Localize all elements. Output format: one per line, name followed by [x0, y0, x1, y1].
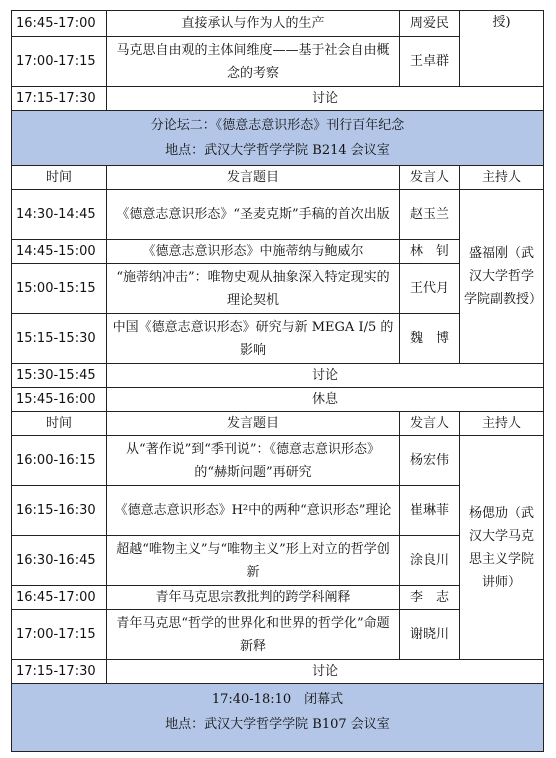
- header-time: 时间: [12, 412, 107, 436]
- host-cell: 盛福刚（武汉大学哲学学院副教授）: [460, 190, 544, 364]
- topic-cell: 直接承认与作为人的生产: [107, 11, 400, 37]
- table-row: [12, 436, 544, 486]
- time-cell: 17:15-17:30: [12, 660, 107, 684]
- host-cell: 授): [460, 11, 544, 87]
- time-cell: 17:00-17:15: [12, 610, 107, 660]
- header-time: 时间: [12, 166, 107, 190]
- header-row: [12, 166, 544, 190]
- time-cell: 16:00-16:15: [12, 436, 107, 486]
- topic-cell: 《德意志意识形态》“圣麦克斯”手稿的首次出版: [107, 190, 400, 240]
- forum-banner-cell: [12, 111, 544, 166]
- header-topic: 发言题目: [107, 412, 400, 436]
- schedule-table: [11, 10, 544, 752]
- rest-row: [12, 388, 544, 412]
- time-cell: 16:45-17:00: [12, 11, 107, 37]
- discussion-label: 讨论: [107, 87, 544, 111]
- speaker-cell: 崔琳菲: [400, 486, 460, 536]
- speaker-cell: 谢晓川: [400, 610, 460, 660]
- time-cell: 14:30-14:45: [12, 190, 107, 240]
- speaker-cell: 王卓群: [400, 37, 460, 87]
- forum-title: 分论坛二：《德意志意识形态》刊行百年纪念: [150, 118, 405, 133]
- speaker-cell: 周爱民: [400, 11, 460, 37]
- time-cell: 14:45-15:00: [12, 240, 107, 264]
- rest-label: 休息: [107, 388, 544, 412]
- header-speaker: 发言人: [400, 166, 460, 190]
- discussion-row: [12, 87, 544, 111]
- time-cell: 16:15-16:30: [12, 486, 107, 536]
- header-host: 主持人: [460, 166, 544, 190]
- topic-cell: 超越“唯物主义”与“唯物主义”形上对立的哲学创新: [107, 536, 400, 586]
- speaker-cell: 杨宏伟: [400, 436, 460, 486]
- time-cell: 17:00-17:15: [12, 37, 107, 87]
- speaker-cell: 赵玉兰: [400, 190, 460, 240]
- time-cell: 17:15-17:30: [12, 87, 107, 111]
- topic-cell: 《德意志意识形态》H²中的两种“意识形态”理论: [107, 486, 400, 536]
- discussion-label: 讨论: [107, 660, 544, 684]
- time-cell: 15:45-16:00: [12, 388, 107, 412]
- time-cell: 15:15-15:30: [12, 314, 107, 364]
- header-row: [12, 412, 544, 436]
- topic-cell: “施蒂纳冲击”：唯物史观从抽象深入特定现实的理论契机: [107, 264, 400, 314]
- speaker-cell: 王代月: [400, 264, 460, 314]
- discussion-label: 讨论: [107, 364, 544, 388]
- discussion-row: [12, 660, 544, 684]
- closing-venue: 地点：武汉大学哲学学院 B107 会议室: [165, 717, 390, 732]
- topic-cell: 中国《德意志意识形态》研究与新 MEGA I/5 的影响: [107, 314, 400, 364]
- forum-venue: 地点：武汉大学哲学学院 B214 会议室: [165, 143, 390, 158]
- speaker-cell: 魏 博: [400, 314, 460, 364]
- time-cell: 15:30-15:45: [12, 364, 107, 388]
- topic-cell: 从“著作说”到“季刊说”：《德意志意识形态》的“赫斯问题”再研究: [107, 436, 400, 486]
- closing-banner: [12, 684, 544, 752]
- header-topic: 发言题目: [107, 166, 400, 190]
- time-cell: 16:30-16:45: [12, 536, 107, 586]
- topic-cell: 青年马克思宗教批判的跨学科阐释: [107, 586, 400, 610]
- header-host: 主持人: [460, 412, 544, 436]
- closing-title: 17:40-18:10 闭幕式: [211, 692, 344, 707]
- closing-banner-cell: [12, 684, 544, 752]
- topic-cell: 马克思自由观的主体间维度——基于社会自由概念的考察: [107, 37, 400, 87]
- table-row: [12, 190, 544, 240]
- topic-cell: 青年马克思“哲学的世界化和世界的哲学化”命题新释: [107, 610, 400, 660]
- header-speaker: 发言人: [400, 412, 460, 436]
- topic-cell: 《德意志意识形态》中施蒂纳与鲍威尔: [107, 240, 400, 264]
- time-cell: 16:45-17:00: [12, 586, 107, 610]
- host-cell: 杨偲劢（武汉大学马克思主义学院讲师）: [460, 436, 544, 660]
- table-row: [12, 11, 544, 37]
- time-cell: 15:00-15:15: [12, 264, 107, 314]
- speaker-cell: 李 志: [400, 586, 460, 610]
- speaker-cell: 涂良川: [400, 536, 460, 586]
- discussion-row: [12, 364, 544, 388]
- speaker-cell: 林 钊: [400, 240, 460, 264]
- forum-banner: [12, 111, 544, 166]
